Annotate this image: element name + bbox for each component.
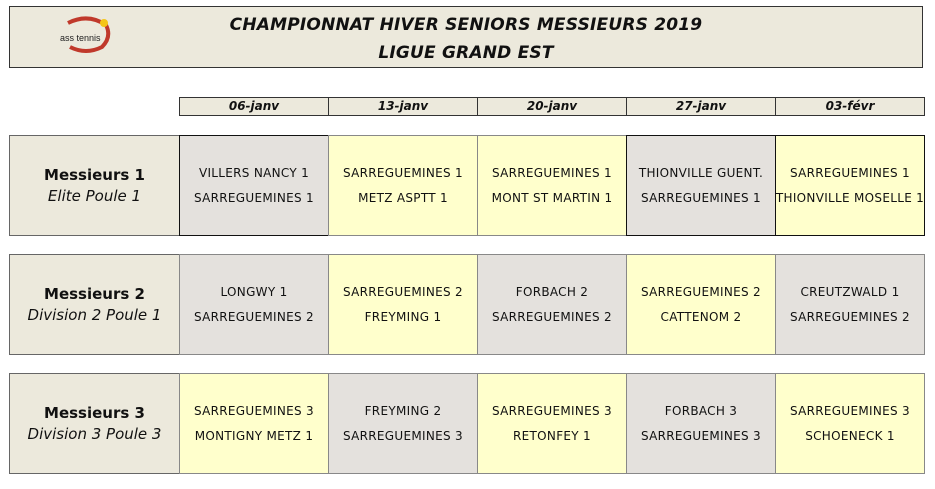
away-team: FREYMING 1 xyxy=(364,309,442,324)
team-label xyxy=(9,254,180,355)
home-team: SARREGUEMINES 1 xyxy=(790,165,910,180)
match-cell xyxy=(328,135,478,236)
home-team: SARREGUEMINES 3 xyxy=(194,403,314,418)
away-team: MONTIGNY METZ 1 xyxy=(194,428,314,443)
match-cell xyxy=(179,135,329,236)
match-cell xyxy=(775,254,925,355)
away-team: SARREGUEMINES 3 xyxy=(641,428,761,443)
home-team: SARREGUEMINES 1 xyxy=(492,165,612,180)
away-team: SCHOENECK 1 xyxy=(805,428,895,443)
away-team: MONT ST MARTIN 1 xyxy=(491,190,613,205)
team-division: Division 3 Poule 3 xyxy=(27,425,162,443)
away-team: SARREGUEMINES 1 xyxy=(641,190,761,205)
date-header: 06-janv xyxy=(179,97,329,116)
home-team: FREYMING 2 xyxy=(364,403,442,418)
team-label xyxy=(9,135,180,236)
match-cell xyxy=(328,373,478,474)
match-cell xyxy=(775,135,925,236)
team-row-messieurs-2 xyxy=(9,254,925,355)
away-team: RETONFEY 1 xyxy=(513,428,591,443)
match-cell xyxy=(328,254,478,355)
date-header: 13-janv xyxy=(328,97,478,116)
away-team: SARREGUEMINES 2 xyxy=(790,309,910,324)
page-title: CHAMPIONNAT HIVER SENIORS MESSIEURS 2019 xyxy=(229,15,703,35)
team-row-messieurs-3 xyxy=(9,373,925,474)
home-team: SARREGUEMINES 1 xyxy=(343,165,463,180)
team-name: Messieurs 3 xyxy=(44,404,145,422)
match-cell xyxy=(477,135,627,236)
team-name: Messieurs 2 xyxy=(44,285,145,303)
away-team: THIONVILLE MOSELLE 1 xyxy=(775,190,925,205)
match-cell xyxy=(477,254,627,355)
home-team: SARREGUEMINES 2 xyxy=(641,284,761,299)
away-team: CATTENOM 2 xyxy=(660,309,742,324)
away-team: SARREGUEMINES 2 xyxy=(492,309,612,324)
date-header: 03-févr xyxy=(775,97,925,116)
svg-text:ass tennis: ass tennis xyxy=(60,33,101,43)
home-team: FORBACH 3 xyxy=(664,403,738,418)
match-cell xyxy=(179,373,329,474)
date-header: 20-janv xyxy=(477,97,627,116)
date-header-row xyxy=(179,97,925,116)
date-header: 27-janv xyxy=(626,97,776,116)
match-cell xyxy=(775,373,925,474)
team-division: Division 2 Poule 1 xyxy=(27,306,162,324)
match-cell xyxy=(179,254,329,355)
away-team: SARREGUEMINES 3 xyxy=(343,428,463,443)
home-team: SARREGUEMINES 3 xyxy=(492,403,612,418)
page-subtitle: LIGUE GRAND EST xyxy=(378,43,554,63)
team-row-messieurs-1 xyxy=(9,135,925,236)
match-cell xyxy=(626,373,776,474)
home-team: SARREGUEMINES 3 xyxy=(790,403,910,418)
away-team: METZ ASPTT 1 xyxy=(358,190,448,205)
team-division: Elite Poule 1 xyxy=(47,187,142,205)
header-banner xyxy=(9,6,923,68)
home-team: VILLERS NANCY 1 xyxy=(198,165,310,180)
home-team: LONGWY 1 xyxy=(220,284,288,299)
team-name: Messieurs 1 xyxy=(44,166,145,184)
home-team: THIONVILLE GUENT. xyxy=(638,165,764,180)
home-team: CREUTZWALD 1 xyxy=(800,284,900,299)
away-team: SARREGUEMINES 2 xyxy=(194,309,314,324)
home-team: FORBACH 2 xyxy=(515,284,589,299)
match-cell xyxy=(626,135,776,236)
match-cell xyxy=(626,254,776,355)
team-label xyxy=(9,373,180,474)
away-team: SARREGUEMINES 1 xyxy=(194,190,314,205)
home-team: SARREGUEMINES 2 xyxy=(343,284,463,299)
match-cell xyxy=(477,373,627,474)
